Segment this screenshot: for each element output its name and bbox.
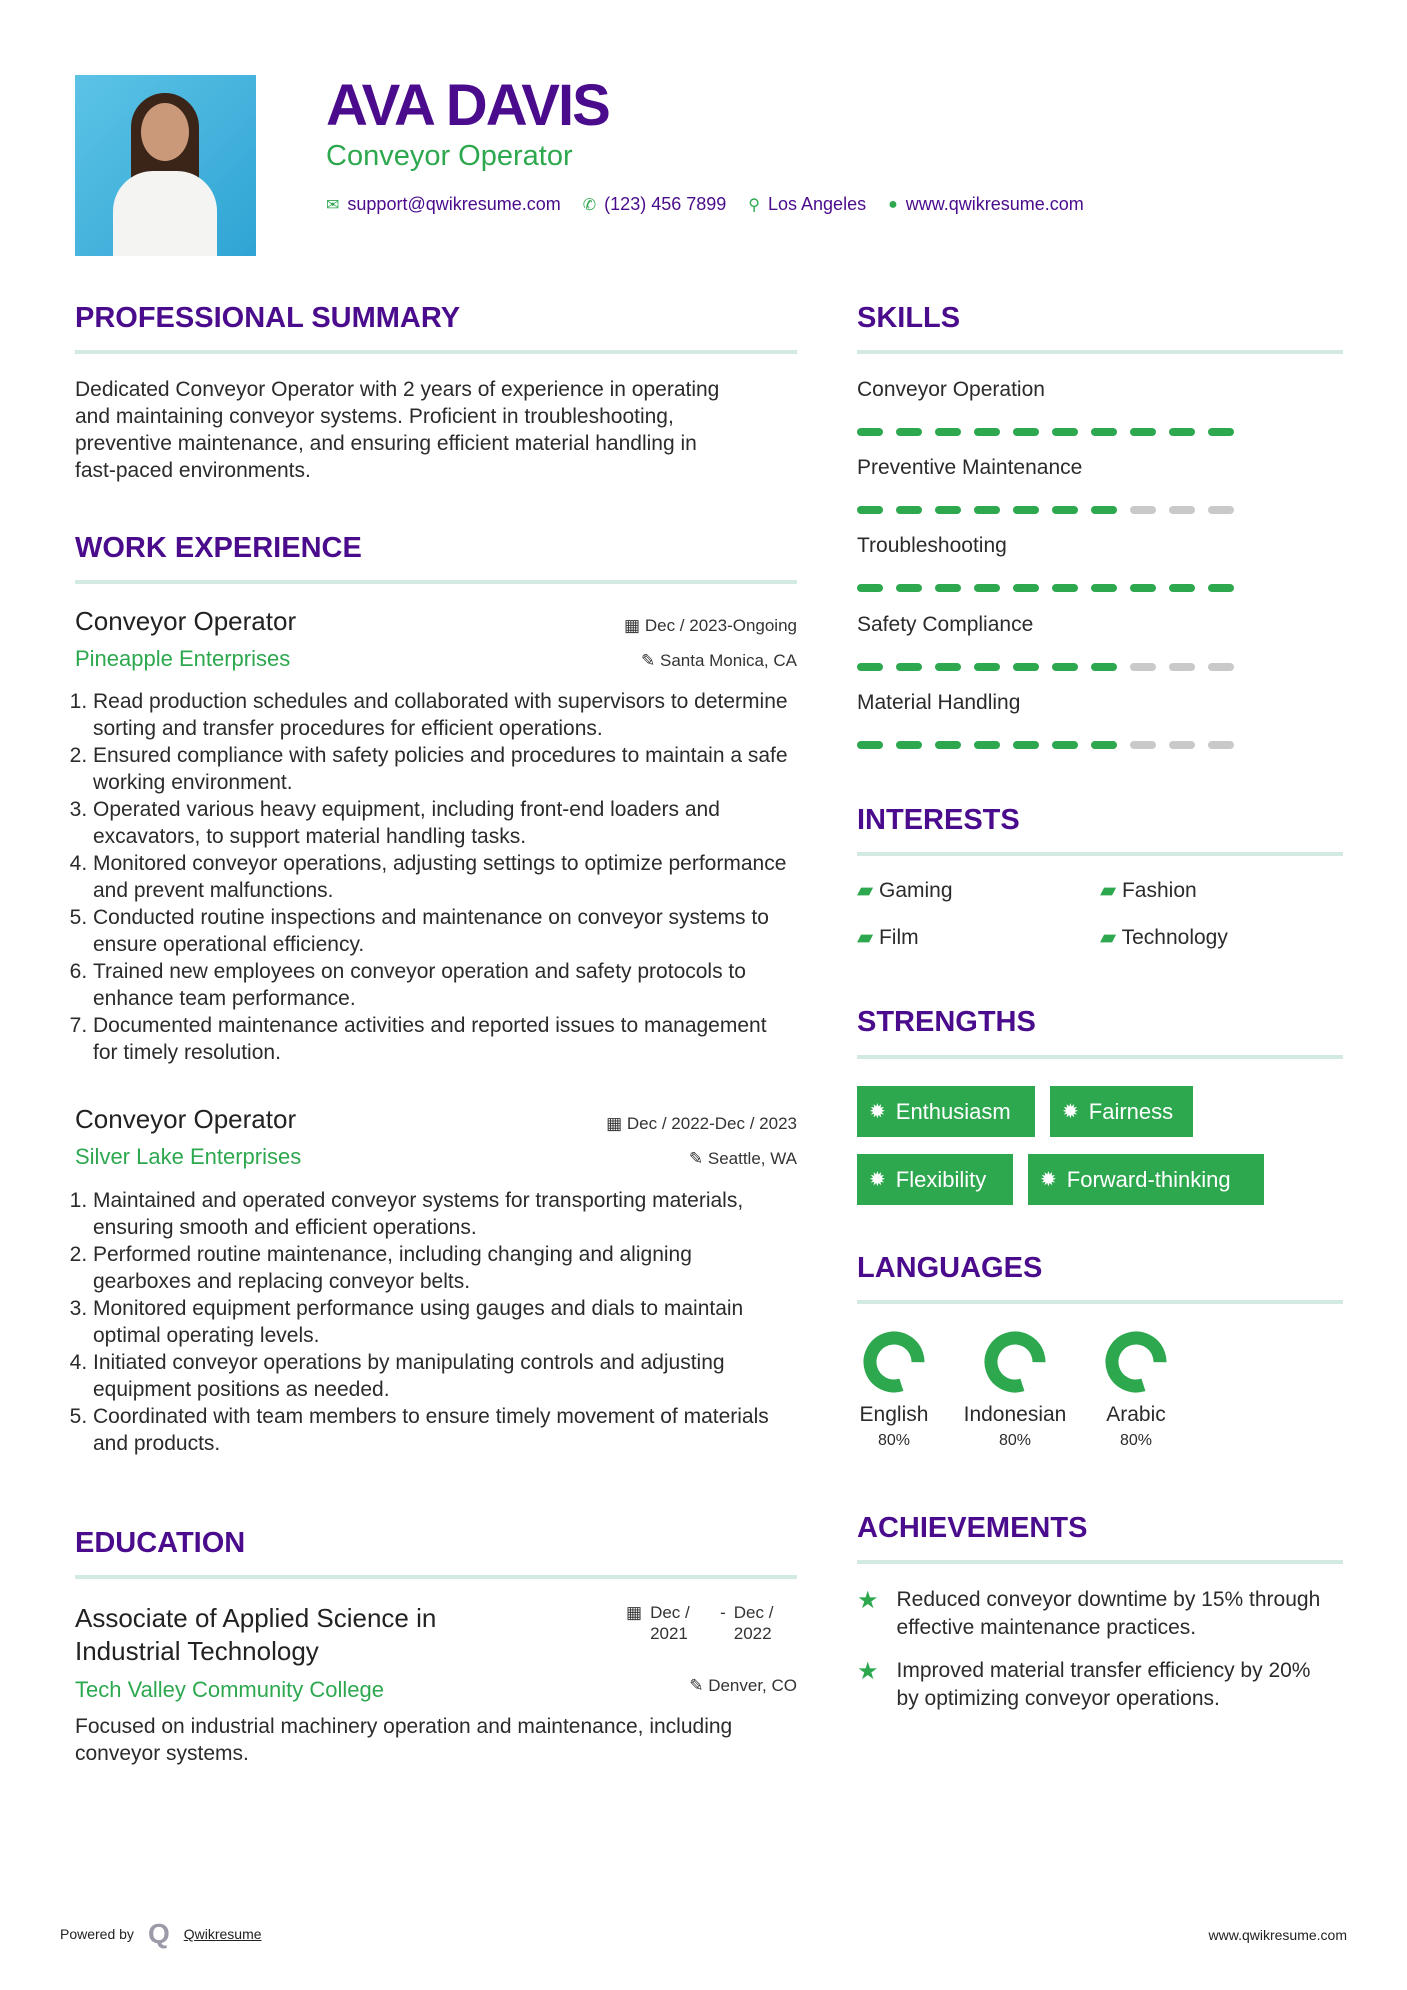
skill-dash bbox=[857, 506, 883, 514]
skill-dash bbox=[1052, 506, 1078, 514]
section-heading-languages: LANGUAGES bbox=[857, 1252, 1043, 1284]
interest-item bbox=[1100, 924, 1228, 951]
skill-dash bbox=[1013, 506, 1039, 514]
responsibility-item: 5. Coordinated with team members to ensure timely movement of materials and products. bbox=[93, 1403, 795, 1457]
interest-item bbox=[1100, 877, 1197, 904]
job-dates bbox=[624, 616, 797, 636]
skill-dash bbox=[974, 663, 1000, 671]
divider bbox=[857, 852, 1343, 856]
language-ring-arc bbox=[864, 1332, 924, 1392]
skill-dash bbox=[1169, 584, 1195, 592]
skill-dash bbox=[935, 584, 961, 592]
book-icon: ▰ bbox=[857, 926, 879, 949]
skill-level-bar bbox=[857, 584, 1234, 592]
skill-dash bbox=[896, 428, 922, 436]
job-responsibilities bbox=[75, 1187, 795, 1457]
candidate-name: AVA DAVIS bbox=[326, 73, 609, 138]
skill-dash bbox=[935, 663, 961, 671]
calendar-icon: ▦ bbox=[626, 1603, 643, 1622]
section-heading-achievements: ACHIEVEMENTS bbox=[857, 1512, 1088, 1544]
education-location bbox=[689, 1676, 797, 1696]
skill-dash bbox=[935, 428, 961, 436]
language-ring bbox=[1104, 1330, 1168, 1394]
skill-dash bbox=[974, 584, 1000, 592]
strength-chip bbox=[1028, 1154, 1264, 1205]
section-heading-strengths: STRENGTHS bbox=[857, 1006, 1036, 1038]
divider bbox=[75, 580, 797, 584]
strength-label: Fairness bbox=[1088, 1098, 1174, 1124]
divider bbox=[75, 1575, 797, 1579]
job-dates-text: Dec / 2023-Ongoing bbox=[644, 616, 797, 635]
job-title: Conveyor Operator bbox=[75, 1104, 297, 1134]
skill-dash bbox=[935, 741, 961, 749]
skill-dash bbox=[896, 741, 922, 749]
job-company: Pineapple Enterprises bbox=[75, 646, 291, 671]
strength-chip bbox=[1050, 1086, 1193, 1137]
map-pin-icon: ⚲ bbox=[748, 196, 760, 214]
language-ring bbox=[983, 1330, 1047, 1394]
language-percent: 80% bbox=[877, 1432, 911, 1449]
skill-dash bbox=[1052, 428, 1078, 436]
skill-dash bbox=[1013, 741, 1039, 749]
responsibility-item: 2. Performed routine maintenance, including changing and aligning gearboxes and replacing conveyor belts. bbox=[93, 1241, 795, 1295]
education-description: Focused on industrial machinery operation and maintenance, including conveyor systems. bbox=[75, 1715, 733, 1765]
skill-dash bbox=[896, 506, 922, 514]
calendar-icon: ▦ bbox=[606, 1114, 627, 1133]
responsibility-item: 1. Read production schedules and collaborated with supervisors to determine sorting and transfer procedures for efficient operations. bbox=[93, 688, 795, 742]
location-text: Los Angeles bbox=[768, 194, 867, 214]
job-dates bbox=[606, 1114, 797, 1134]
language-item bbox=[1081, 1330, 1191, 1450]
profile-photo bbox=[75, 75, 256, 256]
strength-label: Forward-thinking bbox=[1066, 1166, 1231, 1192]
skill-dash bbox=[896, 663, 922, 671]
skill-dash bbox=[1130, 741, 1156, 749]
skill-dash bbox=[1091, 663, 1117, 671]
responsibility-item: 3. Operated various heavy equipment, including front-end loaders and excavators, to support material handling tasks. bbox=[93, 796, 795, 850]
language-name: Arabic bbox=[1106, 1403, 1166, 1426]
skill-dash bbox=[896, 584, 922, 592]
pin-icon: ✎ bbox=[689, 1676, 709, 1695]
pin-icon: ✎ bbox=[688, 1149, 708, 1168]
strength-chip bbox=[857, 1086, 1035, 1137]
candidate-title: Conveyor Operator bbox=[326, 140, 573, 172]
star-icon: ★ bbox=[857, 1658, 879, 1685]
education-start: Dec / 2021 bbox=[650, 1603, 690, 1643]
skill-dash bbox=[857, 663, 883, 671]
skill-dash bbox=[1091, 506, 1117, 514]
section-heading-summary: PROFESSIONAL SUMMARY bbox=[75, 302, 461, 334]
section-heading-skills: SKILLS bbox=[857, 302, 961, 334]
language-name: Indonesian bbox=[963, 1403, 1067, 1426]
envelope-icon: ✉ bbox=[326, 196, 340, 214]
skill-level-bar bbox=[857, 428, 1234, 436]
interest-label: Gaming bbox=[878, 879, 953, 902]
job-dates-text: Dec / 2022-Dec / 2023 bbox=[626, 1114, 797, 1133]
pin-icon: ✎ bbox=[641, 651, 660, 670]
book-icon: ▰ bbox=[1100, 879, 1122, 902]
badge-icon: ✹ bbox=[869, 1101, 886, 1123]
divider bbox=[857, 1300, 1343, 1304]
skill-name: Troubleshooting bbox=[857, 534, 1007, 557]
star-icon: ★ bbox=[857, 1587, 879, 1614]
skill-name: Conveyor Operation bbox=[857, 378, 1045, 401]
section-heading-interests: INTERESTS bbox=[857, 804, 1020, 836]
responsibility-item: 7. Documented maintenance activities and reported issues to management for timely resolution. bbox=[93, 1012, 795, 1066]
skill-dash bbox=[1208, 741, 1234, 749]
footer-website[interactable]: www.qwikresume.com bbox=[1208, 1927, 1347, 1943]
badge-icon: ✹ bbox=[1062, 1101, 1079, 1123]
skill-dash bbox=[1208, 584, 1234, 592]
achievement-text: Improved material transfer efficiency by 20% by optimizing conveyor operations. bbox=[896, 1659, 1311, 1710]
job-location-text: Seattle, WA bbox=[707, 1149, 797, 1168]
skill-dash bbox=[1169, 663, 1195, 671]
skill-level-bar bbox=[857, 506, 1234, 514]
strength-chip bbox=[857, 1154, 1013, 1205]
phone-text: (123) 456 7899 bbox=[604, 194, 727, 214]
degree: Associate of Applied Science in Industrial Technology bbox=[75, 1603, 437, 1666]
brand-link[interactable]: Qwikresume bbox=[183, 1926, 262, 1942]
responsibility-item: 2. Ensured compliance with safety policies and procedures to maintain a safe working environment. bbox=[93, 742, 795, 796]
responsibility-item: 1. Maintained and operated conveyor systems for transporting materials, ensuring smooth and efficient operations. bbox=[93, 1187, 795, 1241]
skill-dash bbox=[1169, 428, 1195, 436]
qwikresume-logo-icon: Q bbox=[147, 1918, 170, 1949]
language-item bbox=[960, 1330, 1070, 1450]
job-responsibilities bbox=[75, 688, 795, 1066]
achievement-item bbox=[857, 1657, 1337, 1713]
website-link[interactable]: www.qwikresume.com bbox=[905, 194, 1084, 214]
skill-dash bbox=[1208, 663, 1234, 671]
language-ring-arc bbox=[985, 1332, 1045, 1392]
badge-icon: ✹ bbox=[869, 1169, 886, 1191]
education-location-text: Denver, CO bbox=[708, 1676, 797, 1695]
skill-name: Material Handling bbox=[857, 691, 1021, 714]
powered-by-text: Powered by bbox=[60, 1926, 134, 1942]
skill-dash bbox=[974, 506, 1000, 514]
globe-icon: ● bbox=[888, 195, 898, 213]
interest-label: Fashion bbox=[1121, 879, 1197, 902]
skill-dash bbox=[1169, 506, 1195, 514]
responsibility-item: 4. Initiated conveyor operations by manipulating controls and adjusting equipment positions as needed. bbox=[93, 1349, 795, 1403]
skill-dash bbox=[1052, 663, 1078, 671]
skill-dash bbox=[1169, 741, 1195, 749]
skill-dash bbox=[1091, 584, 1117, 592]
skill-dash bbox=[1130, 663, 1156, 671]
language-percent: 80% bbox=[1119, 1432, 1153, 1449]
skill-dash bbox=[974, 741, 1000, 749]
skill-level-bar bbox=[857, 663, 1234, 671]
section-heading-education: EDUCATION bbox=[75, 1527, 246, 1559]
skill-name: Safety Compliance bbox=[857, 613, 1034, 636]
interest-label: Film bbox=[878, 926, 919, 949]
responsibility-item: 4. Monitored conveyor operations, adjusting settings to optimize performance and prevent malfunctions. bbox=[93, 850, 795, 904]
language-ring bbox=[862, 1330, 926, 1394]
school-name: Tech Valley Community College bbox=[75, 1677, 384, 1702]
summary-text bbox=[75, 376, 805, 484]
summary-line: fast-paced environments. bbox=[75, 459, 311, 482]
education-dates: ▦ Dec / 2021 - Dec / 2022 bbox=[626, 1602, 796, 1644]
skill-dash bbox=[857, 741, 883, 749]
divider bbox=[857, 1055, 1343, 1059]
interest-item bbox=[857, 924, 919, 951]
strength-label: Enthusiasm bbox=[895, 1098, 1011, 1124]
skill-dash bbox=[1130, 584, 1156, 592]
achievement-text: Reduced conveyor downtime by 15% through effective maintenance practices. bbox=[896, 1588, 1321, 1639]
skill-dash bbox=[1130, 506, 1156, 514]
skill-dash bbox=[1013, 584, 1039, 592]
language-item bbox=[839, 1330, 949, 1450]
skill-name: Preventive Maintenance bbox=[857, 456, 1083, 479]
contact-bar bbox=[326, 194, 1084, 215]
education-end: Dec / 2022 bbox=[733, 1603, 774, 1643]
skill-dash bbox=[1208, 506, 1234, 514]
job-title: Conveyor Operator bbox=[75, 606, 297, 636]
skill-dash bbox=[935, 506, 961, 514]
skill-dash bbox=[974, 428, 1000, 436]
interest-label: Technology bbox=[1121, 926, 1228, 949]
skill-dash bbox=[1130, 428, 1156, 436]
language-percent: 80% bbox=[998, 1432, 1032, 1449]
divider bbox=[857, 350, 1343, 354]
skill-dash bbox=[857, 584, 883, 592]
footer-powered bbox=[60, 1918, 262, 1950]
job-company: Silver Lake Enterprises bbox=[75, 1144, 302, 1169]
divider bbox=[857, 1560, 1343, 1564]
job-location bbox=[641, 651, 797, 671]
email-link[interactable]: support@qwikresume.com bbox=[347, 194, 561, 214]
skill-level-bar bbox=[857, 741, 1234, 749]
strength-label: Flexibility bbox=[895, 1166, 987, 1192]
section-heading-experience: WORK EXPERIENCE bbox=[75, 532, 362, 564]
summary-line: preventive maintenance, and ensuring efficient material handling in bbox=[75, 432, 697, 455]
skill-dash bbox=[1052, 584, 1078, 592]
job-location bbox=[689, 1149, 797, 1169]
skill-dash bbox=[1052, 741, 1078, 749]
skill-dash bbox=[857, 428, 883, 436]
book-icon: ▰ bbox=[1100, 926, 1122, 949]
skill-dash bbox=[1013, 663, 1039, 671]
skill-dash bbox=[1013, 428, 1039, 436]
responsibility-item: 3. Monitored equipment performance using gauges and dials to maintain optimal operating levels. bbox=[93, 1295, 795, 1349]
skill-dash bbox=[1208, 428, 1234, 436]
phone-icon: ✆ bbox=[582, 196, 597, 214]
skill-dash bbox=[1091, 741, 1117, 749]
book-icon: ▰ bbox=[857, 879, 879, 902]
divider bbox=[75, 350, 797, 354]
language-name: English bbox=[859, 1403, 929, 1426]
interest-item bbox=[857, 877, 953, 904]
calendar-icon: ▦ bbox=[624, 616, 645, 635]
responsibility-item: 5. Conducted routine inspections and maintenance on conveyor systems to ensure operational efficiency. bbox=[93, 904, 795, 958]
achievement-item bbox=[857, 1586, 1337, 1642]
responsibility-item: 6. Trained new employees on conveyor operation and safety protocols to enhance team performance. bbox=[93, 958, 795, 1012]
skill-dash bbox=[1091, 428, 1117, 436]
summary-line: and maintaining conveyor systems. Proficient in troubleshooting, bbox=[75, 405, 674, 428]
badge-icon: ✹ bbox=[1040, 1169, 1057, 1191]
summary-line: Dedicated Conveyor Operator with 2 years of experience in operating bbox=[75, 378, 720, 401]
job-location-text: Santa Monica, CA bbox=[659, 651, 797, 670]
language-ring-arc bbox=[1106, 1332, 1166, 1392]
